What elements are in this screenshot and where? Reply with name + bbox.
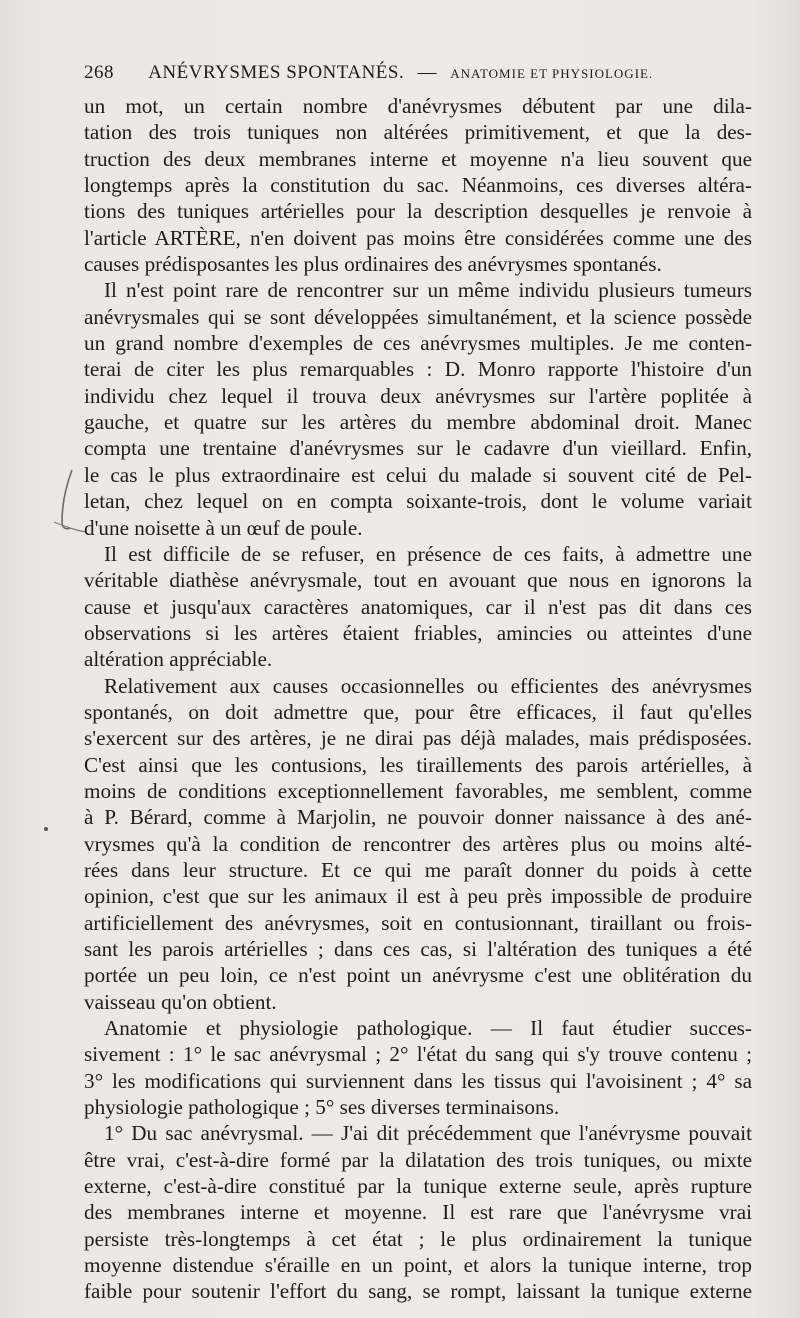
text-line: Il n'est point rare de rencontrer sur un même individu plusieurs tumeurs (104, 278, 752, 303)
text-line: vaisseau qu'on obtient. (84, 989, 277, 1014)
text-line: Relativement aux causes occasionnelles ou efficientes des anévrysmes (104, 673, 752, 698)
text-line: d'une noisette à un œuf de poule. (84, 515, 363, 540)
header-dash: — (417, 62, 437, 83)
text-line: le cas le plus extraordinaire est celui du malade si souvent cité de Pel- (84, 462, 752, 487)
text-line: observations si les artères étaient friables, amincies ou atteintes d'une (84, 620, 752, 645)
text-line: à P. Bérard, comme à Marjolin, ne pouvoir donner naissance à des ané- (84, 805, 752, 830)
text-line: véritable diathèse anévrysmale, tout en avouant que nous en ignorons la (84, 568, 752, 593)
text-line: moyenne distendue s'éraille en un point, et alors la tunique interne, trop (84, 1253, 752, 1278)
handwritten-margin-mark (40, 466, 90, 540)
margin-dot (44, 827, 48, 831)
text-line: portée un peu loin, ce n'est point un anévrysme c'est une oblitération du (84, 963, 752, 988)
text-line: des membranes interne et moyenne. Il est rare que l'anévrysme vrai (84, 1200, 752, 1225)
text-line: truction des deux membranes interne et moyenne n'a lieu souvent que (84, 146, 752, 171)
text-line: tation des trois tuniques non altérées primitivement, et que la des- (84, 120, 752, 145)
text-line: sant les parois artérielles ; dans ces cas, si l'altération des tuniques a été (84, 937, 752, 961)
text-line: individu chez lequel il trouva deux anévrysmes sur l'artère poplitée à (84, 383, 752, 408)
text-line: être vrai, c'est-à-dire formé par la dilatation des trois tuniques, ou mixte (84, 1147, 752, 1172)
header-subtitle: ANATOMIE ET PHYSIOLOGIE. (450, 66, 654, 81)
text-line: altération appréciable. (84, 647, 273, 672)
text-line: artificiellement des anévrysmes, soit en contusionnant, tiraillant ou frois- (84, 910, 752, 935)
page-number: 268 (84, 62, 114, 83)
text-line: cause et jusqu'aux caractères anatomiques, car il n'est pas dit dans ces (84, 594, 752, 619)
header-title: ANÉVRYSMES SPONTANÉS. (148, 62, 405, 83)
text-line: persiste très-longtemps à cet état ; le plus ordinairement la tunique (84, 1226, 752, 1251)
text-line: sivement : 1° le sac anévrysmal ; 2° l'état du sang qui s'y trouve contenu ; (84, 1042, 752, 1067)
section-heading-line: Anatomie et physiologie pathologique. — Il faut étudier succes- (104, 1016, 752, 1041)
text-line: faible pour soutenir l'effort du sang, se rompt, laissant la tunique externe (84, 1279, 752, 1304)
text-line: opinion, c'est que sur les animaux il est à peu près impossible de produire (84, 884, 752, 909)
text-line: causes prédisposantes les plus ordinaires des anévrysmes spontanés. (84, 252, 662, 277)
text-line: gauche, et quatre sur les artères du membre abdominal droit. Manec (84, 410, 752, 435)
text-line: longtemps après la constitution du sac. Néanmoins, ces diverses altéra- (84, 173, 752, 198)
text-line: tions des tuniques artérielles pour la description desquelles je renvoie à (84, 199, 752, 224)
text-line: un grand nombre d'exemples de ces anévrysmes multiples. Je me conten- (84, 331, 752, 356)
text-line: spontanés, on doit admettre que, pour être efficaces, il faut qu'elles (84, 699, 752, 724)
text-line: rées dans leur structure. Et ce qui me paraît donner du poids à cette (84, 857, 752, 882)
text-line: 3° les modifications qui surviennent dans les tissus qui l'avoisinent ; 4° sa (84, 1068, 752, 1093)
text-line: l'article ARTÈRE, n'en doivent pas moins être considérées comme une des (84, 225, 752, 250)
body-text (84, 93, 752, 1305)
text-line: terai de citer les plus remarquables : D. Monro rapporte l'histoire d'un (84, 357, 752, 382)
text-line: moins de conditions exceptionnellement favorables, me semblent, comme (84, 778, 752, 803)
text-line: s'exercent sur des artères, je ne dirai pas déjà malades, mais prédisposées. (84, 726, 752, 751)
text-line: letan, chez lequel on en compta soixante-trois, dont le volume variait (84, 489, 752, 514)
text-line: anévrysmales qui se sont développées simultanément, et la science possède (84, 304, 752, 329)
text-line: externe, c'est-à-dire constitué par la tunique externe seule, après rupture (84, 1174, 752, 1199)
text-line: vrysmes qu'à la condition de rencontrer des artères plus ou moins alté- (84, 831, 752, 856)
text-line: compta une trentaine d'anévrysmes sur le cadavre d'un vieillard. Enfin, (84, 436, 752, 461)
text-line: un mot, un certain nombre d'anévrysmes débutent par une dila- (84, 94, 752, 118)
text-line: C'est ainsi que les contusions, les tiraillements des parois artérielles, à (84, 752, 752, 777)
text-line: physiologie pathologique ; 5° ses diverses terminaisons. (84, 1095, 560, 1120)
subsection-heading-line: 1° Du sac anévrysmal. — J'ai dit précédemment que l'anévrysme pouvait (104, 1121, 752, 1146)
running-header (84, 62, 764, 84)
text-line: Il est difficile de se refuser, en présence de ces faits, à admettre une (104, 541, 752, 566)
